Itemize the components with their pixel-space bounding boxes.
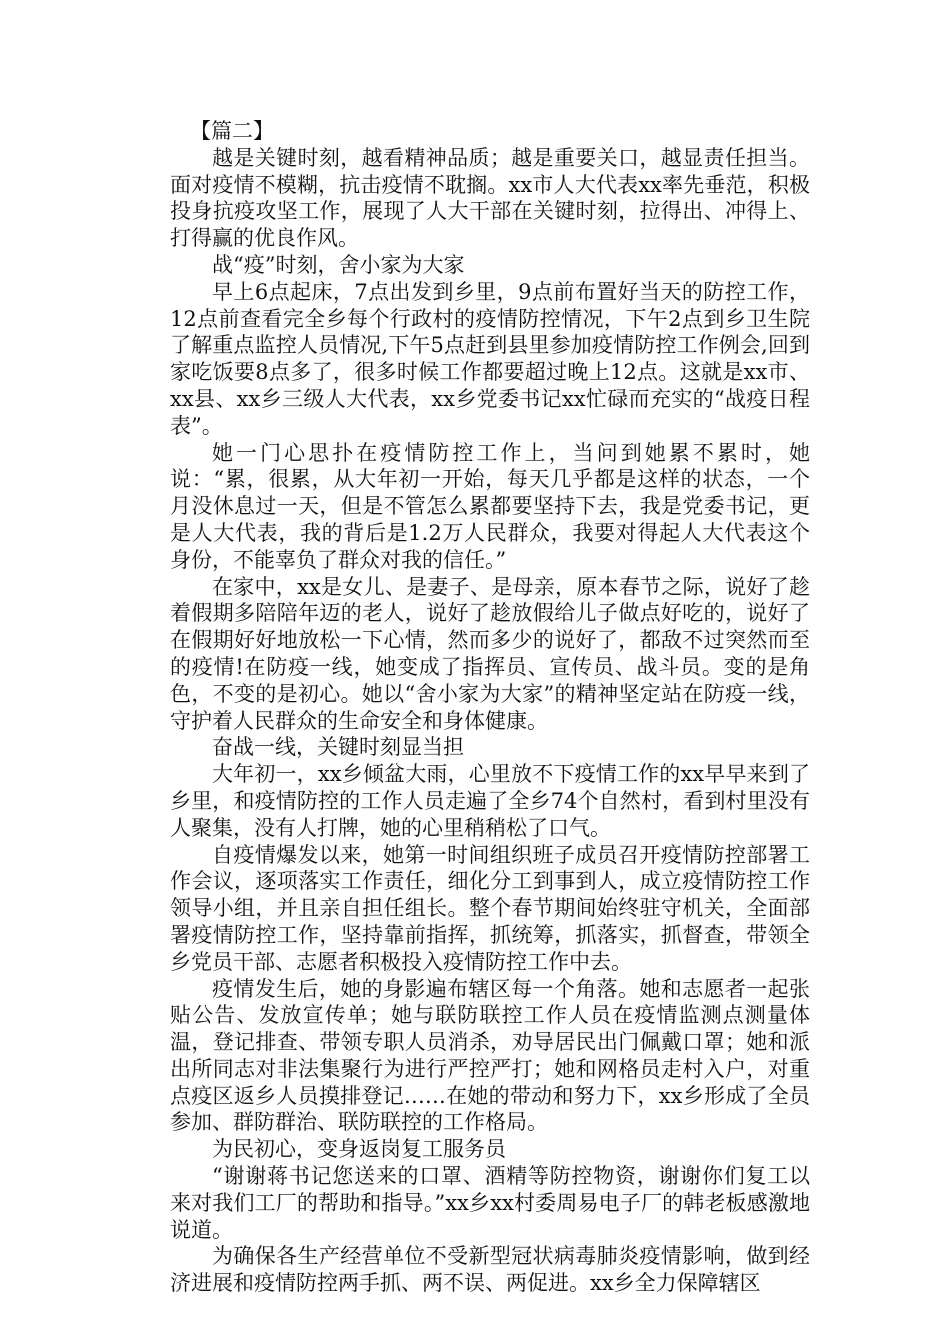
paragraph-production-guarantee: 为确保各生产经营单位不受新型冠状病毒肺炎疫情影响，做到经济进展和疫情防控两手抓、两不误、两促进。xx乡全力保障辖区: [170, 1244, 810, 1296]
subheading-front-line: 奋战一线，关键时刻显当担: [212, 735, 464, 760]
paragraph-organization: 自疫情爆发以来，她第一时间组织班子成员召开疫情防控部署工作会议，逐项落实工作责任，细化分工到事到人，成立疫情防控工作领导小组，并且亲自担任组长。整个春节期间始终驻守机关，全面部署疫情防控工作，坚持靠前指挥，抓统筹，抓落实，抓督查，带领全乡党员干部、志愿者积极投入疫情防控工作中去。: [170, 842, 810, 974]
subheading-sacrifice-family: 战“疫”时刻，舍小家为大家: [212, 252, 465, 277]
paragraph-intro: 越是关键时刻，越看精神品质；越是重要关口，越显责任担当。面对疫情不模糊，抗击疫情不耽搁。xx市人大代表xx率先垂范，积极投身抗疫攻坚工作，展现了人大干部在关键时刻，拉得出、冲得上、打得赢的优良作风。: [170, 145, 810, 251]
paragraph-daily-schedule: 早上6点起床，7点出发到乡里，9点前布置好当天的防控工作，12点前查看完全乡每个行政村的疫情防控情况，下午2点到乡卫生院了解重点监控人员情况,下午5点赶到县里参加疫情防控工作例会,回到家吃饭要8点多了，很多时候工作都要超过晚上12点。这就是xx市、xx县、xx乡三级人大代表，xx乡党委书记xx忙碌而充实的“战疫日程表”。: [170, 279, 810, 438]
paragraph-everywhere: 疫情发生后，她的身影遍布辖区每一个角落。她和志愿者一起张贴公告、发放宣传单；她与联防联控工作人员在疫情监测点测量体温，登记排查、带领专职人员消杀，劝导居民出门佩戴口罩；她和派出所同志对非法集聚行为进行严控严打；她和网格员走村入户，对重点疫区返乡人员摸排登记……在她的带动和努力下，xx乡形成了全员参加、群防群治、联防联控的工作格局。: [170, 976, 810, 1135]
paragraph-family-roles: 在家中，xx是女儿、是妻子、是母亲，原本春节之际，说好了趁着假期多陪陪年迈的老人，说好了趁放假给儿子做点好吃的，说好了在假期好好地放松一下心情，然而多少的说好了，都敌不过突然而至的疫情!在防疫一线，她变成了指挥员、宣传员、战斗员。变的是角色，不变的是初心。她以“舍小家为大家”的精神坚定站在防疫一线，守护着人民群众的生命安全和身体健康。: [170, 574, 810, 733]
paragraph-thanks-quote: “谢谢蒋书记您送来的口罩、酒精等防控物资，谢谢你们复工以来对我们工厂的帮助和指导。”xx乡xx村委周易电子厂的韩老板感激地说道。: [170, 1164, 810, 1242]
section-marker: 【篇二】: [190, 119, 274, 143]
subheading-return-to-work: 为民初心，变身返岗复工服务员: [212, 1137, 506, 1162]
document-body: [170, 118, 810, 1297]
paragraph-interview-quote: 她一门心思扑在疫情防控工作上，当问到她累不累时，她说：“累，很累，从大年初一开始，每天几乎都是这样的状态，一个月没休息过一天，但是不管怎么累都要坚持下去，我是党委书记，更是人大代表，我的背后是1.2万人民群众，我要对得起人大代表这个身份，不能辜负了群众对我的信任。”: [170, 440, 810, 572]
paragraph-new-year-rain: 大年初一，xx乡倾盆大雨，心里放不下疫情工作的xx早早来到了乡里，和疫情防控的工作人员走遍了全乡74个自然村，看到村里没有人聚集，没有人打牌，她的心里稍稍松了口气。: [170, 762, 810, 840]
